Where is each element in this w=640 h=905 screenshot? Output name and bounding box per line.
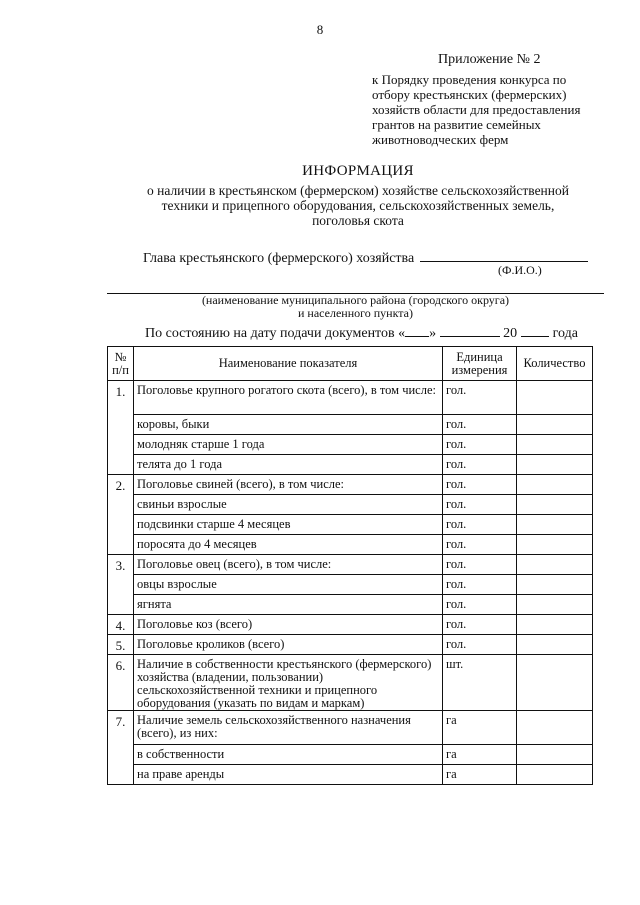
header-qty: Количество xyxy=(517,347,593,381)
quantity-cell[interactable] xyxy=(517,535,593,555)
row-number: 6. xyxy=(108,655,134,711)
quantity-cell[interactable] xyxy=(517,515,593,535)
unit-cell: гол. xyxy=(443,555,517,575)
indicator-name: ягнята xyxy=(134,595,443,615)
page-number: 8 xyxy=(316,22,324,37)
quantity-cell[interactable] xyxy=(517,615,593,635)
unit-cell: гол. xyxy=(443,575,517,595)
quantity-cell[interactable] xyxy=(517,555,593,575)
municipality-label-line: и населенного пункта) xyxy=(298,306,413,320)
table-row xyxy=(108,515,593,535)
table-body xyxy=(108,381,593,785)
quantity-cell[interactable] xyxy=(517,435,593,455)
unit-cell: гол. xyxy=(443,615,517,635)
table-row xyxy=(108,575,593,595)
indicator-name: Наличие земель сельскохозяйственного назначения (всего), из них: xyxy=(134,711,443,745)
indicator-name: Поголовье кроликов (всего) xyxy=(134,635,443,655)
table-row xyxy=(108,495,593,515)
unit-cell: гол. xyxy=(443,595,517,615)
row-number: 4. xyxy=(108,615,134,635)
table-row xyxy=(108,711,593,745)
unit-cell: гол. xyxy=(443,515,517,535)
indicator-name: овцы взрослые xyxy=(134,575,443,595)
quantity-cell[interactable] xyxy=(517,765,593,785)
quantity-cell[interactable] xyxy=(517,415,593,435)
quantity-cell[interactable] xyxy=(517,455,593,475)
table-row xyxy=(108,745,593,765)
indicator-name: Поголовье крупного рогатого скота (всего), в том числе: xyxy=(134,381,443,415)
row-number: 3. xyxy=(108,555,134,615)
appendix-line: грантов на развитие семейных xyxy=(372,117,541,132)
date-quote-close: » xyxy=(429,326,437,341)
quantity-cell[interactable] xyxy=(517,711,593,745)
appendix-reference xyxy=(372,72,580,147)
quantity-cell[interactable] xyxy=(517,475,593,495)
document-subtitle xyxy=(0,183,640,228)
unit-cell: гол. xyxy=(443,455,517,475)
table-row xyxy=(108,615,593,635)
date-day-field[interactable] xyxy=(405,324,429,337)
appendix-line: отбору крестьянских (фермерских) xyxy=(372,87,567,102)
quantity-cell[interactable] xyxy=(517,745,593,765)
indicator-name: в собственности xyxy=(134,745,443,765)
date-year-prefix: 20 xyxy=(503,326,518,341)
head-of-farm-label: Глава крестьянского (фермерского) хозяйства xyxy=(143,251,415,266)
appendix-line: хозяйств области для предоставления xyxy=(372,102,581,117)
row-number: 2. xyxy=(108,475,134,555)
row-number: 5. xyxy=(108,635,134,655)
appendix-line: к Порядку проведения конкурса по xyxy=(372,72,567,87)
table-row xyxy=(108,435,593,455)
quantity-cell[interactable] xyxy=(517,655,593,711)
indicator-name: Поголовье свиней (всего), в том числе: xyxy=(134,475,443,495)
header-name: Наименование показателя xyxy=(134,347,443,381)
table-row xyxy=(108,595,593,615)
unit-cell: шт. xyxy=(443,655,517,711)
quantity-cell[interactable] xyxy=(517,575,593,595)
unit-cell: гол. xyxy=(443,535,517,555)
indicator-name: телята до 1 года xyxy=(134,455,443,475)
header-num: № п/п xyxy=(108,347,134,381)
table-row xyxy=(108,765,593,785)
table-row xyxy=(108,535,593,555)
indicator-name: коровы, быки xyxy=(134,415,443,435)
indicator-name: свиньи взрослые xyxy=(134,495,443,515)
indicator-name: подсвинки старше 4 месяцев xyxy=(134,515,443,535)
unit-cell: гол. xyxy=(443,635,517,655)
quantity-cell[interactable] xyxy=(517,495,593,515)
table-header-row xyxy=(108,347,593,381)
date-year-field[interactable] xyxy=(521,324,549,337)
subtitle-line: поголовья скота xyxy=(312,213,404,228)
table-row xyxy=(108,381,593,415)
date-suffix: года xyxy=(552,326,578,341)
table-row xyxy=(108,655,593,711)
appendix-title: Приложение № 2 xyxy=(438,52,541,67)
fio-label: (Ф.И.О.) xyxy=(498,263,542,277)
quantity-cell[interactable] xyxy=(517,381,593,415)
indicator-name: Поголовье овец (всего), в том числе: xyxy=(134,555,443,575)
table-row xyxy=(108,415,593,435)
appendix-line: животноводческих ферм xyxy=(372,132,509,147)
indicator-name: Поголовье коз (всего) xyxy=(134,615,443,635)
indicator-name: на праве аренды xyxy=(134,765,443,785)
table-row xyxy=(108,555,593,575)
indicator-name: поросята до 4 месяцев xyxy=(134,535,443,555)
unit-cell: гол. xyxy=(443,495,517,515)
subtitle-line: о наличии в крестьянском (фермерском) хозяйстве сельскохозяйственной xyxy=(146,183,569,198)
quantity-cell[interactable] xyxy=(517,635,593,655)
unit-cell: гол. xyxy=(443,475,517,495)
unit-cell: гол. xyxy=(443,435,517,455)
date-prefix: По состоянию на дату подачи документов « xyxy=(145,326,406,341)
date-line xyxy=(145,324,578,342)
row-number: 1. xyxy=(108,381,134,475)
unit-cell: га xyxy=(443,745,517,765)
municipality-label xyxy=(107,294,604,320)
quantity-cell[interactable] xyxy=(517,595,593,615)
table-row xyxy=(108,455,593,475)
table-row xyxy=(108,635,593,655)
unit-cell: гол. xyxy=(443,415,517,435)
date-month-field[interactable] xyxy=(440,324,500,337)
indicator-name: Наличие в собственности крестьянского (фермерского) хозяйства (владении, пользовании) сельскохозяйственной техники и прицепного оборудования (указать по видам и маркам) xyxy=(134,655,443,711)
unit-cell: га xyxy=(443,711,517,745)
row-number: 7. xyxy=(108,711,134,785)
unit-cell: гол. xyxy=(443,381,517,415)
indicator-name: молодняк старше 1 года xyxy=(134,435,443,455)
municipality-label-line: (наименование муниципального района (городского округа) xyxy=(201,293,510,307)
document-title: ИНФОРМАЦИЯ xyxy=(302,163,414,179)
subtitle-line: техники и прицепного оборудования, сельскохозяйственных земель, xyxy=(161,198,555,213)
info-table xyxy=(107,346,593,785)
unit-cell: га xyxy=(443,765,517,785)
table-row xyxy=(108,475,593,495)
header-unit: Единица измерения xyxy=(443,347,517,381)
head-name-field[interactable] xyxy=(420,249,588,262)
